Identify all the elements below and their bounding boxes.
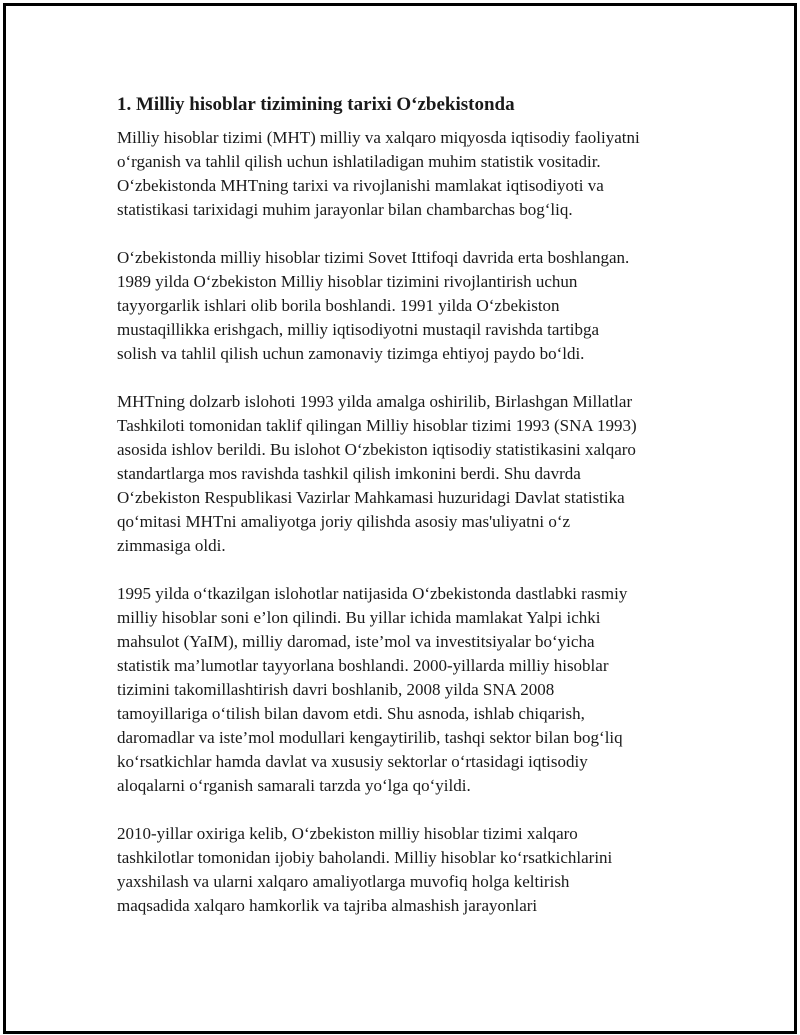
text-line: asosida ishlov berildi. Bu islohot O‘zbekiston iqtisodiy statistikasini xalqaro bbox=[117, 440, 636, 459]
text-line: O‘zbekistonda milliy hisoblar tizimi Sovet Ittifoqi davrida erta boshlangan. bbox=[117, 248, 630, 267]
text-line: O‘zbekiston Respublikasi Vazirlar Mahkamasi huzuridagi Davlat statistika bbox=[117, 488, 625, 507]
text-line: maqsadida xalqaro hamkorlik va tajriba almashish jarayonlari bbox=[117, 896, 538, 915]
text-line: milliy hisoblar soni e’lon qilindi. Bu yillar ichida mamlakat Yalpi ichki bbox=[117, 608, 601, 627]
paragraph-intro bbox=[117, 126, 692, 222]
text-line: MHTning dolzarb islohoti 1993 yilda amalga oshirilib, Birlashgan Millatlar bbox=[117, 392, 633, 411]
text-line: 2010-yillar oxiriga kelib, O‘zbekiston milliy hisoblar tizimi xalqaro bbox=[117, 824, 578, 843]
text-line: daromadlar va iste’mol modullari kengaytirilib, tashqi sektor bilan bog‘liq bbox=[117, 728, 623, 747]
text-line: tayyorgarlik ishlari olib borila boshlandi. 1991 yilda O‘zbekiston bbox=[117, 296, 560, 315]
paragraph-soviet-era bbox=[117, 246, 692, 366]
text-line: Milliy hisoblar tizimi (MHT) milliy va xalqaro miqyosda iqtisodiy faoliyatni bbox=[117, 128, 640, 147]
text-line: o‘rganish va tahlil qilish uchun ishlatiladigan muhim statistik vositadir. bbox=[117, 152, 601, 171]
paragraph-reform-1993 bbox=[117, 390, 692, 558]
text-line: Tashkiloti tomonidan taklif qilingan Milliy hisoblar tizimi 1993 (SNA 1993) bbox=[117, 416, 637, 435]
section-heading: 1. Milliy hisoblar tizimining tarixi O‘zbekistonda bbox=[117, 94, 515, 115]
text-line: solish va tahlil qilish uchun zamonaviy tizimga ehtiyoj paydo bo‘ldi. bbox=[117, 344, 585, 363]
text-line: tizimini takomillashtirish davri boshlanib, 2008 yilda SNA 2008 bbox=[117, 680, 555, 699]
text-line: 1989 yilda O‘zbekiston Milliy hisoblar tizimini rivojlantirish uchun bbox=[117, 272, 578, 291]
paragraph-reform-1995 bbox=[117, 582, 692, 798]
text-line: statistikasi tarixidagi muhim jarayonlar bilan chambarchas bog‘liq. bbox=[117, 200, 573, 219]
text-line: tamoyillariga o‘tilish bilan davom etdi. Shu asnoda, ishlab chiqarish, bbox=[117, 704, 585, 723]
text-line: yaxshilash va ularni xalqaro amaliyotlarga muvofiq holga keltirish bbox=[117, 872, 570, 891]
document-body bbox=[117, 92, 692, 942]
text-line: zimmasiga oldi. bbox=[117, 536, 226, 555]
text-line: tashkilotlar tomonidan ijobiy baholandi. Milliy hisoblar ko‘rsatkichlarini bbox=[117, 848, 613, 867]
text-line: ko‘rsatkichlar hamda davlat va xususiy sektorlar o‘rtasidagi iqtisodiy bbox=[117, 752, 588, 771]
text-line: qo‘mitasi MHTni amaliyotga joriy qilishda asosiy mas'uliyatni o‘z bbox=[117, 512, 571, 531]
text-line: standartlarga mos ravishda tashkil qilish imkonini berdi. Shu davrda bbox=[117, 464, 581, 483]
paragraph-2010s bbox=[117, 822, 692, 918]
text-line: mustaqillikka erishgach, milliy iqtisodiyotni mustaqil ravishda tartibga bbox=[117, 320, 600, 339]
text-line: mahsulot (YaIM), milliy daromad, iste’mol va investitsiyalar bo‘yicha bbox=[117, 632, 595, 651]
text-line: statistik ma’lumotlar tayyorlana boshlandi. 2000-yillarda milliy hisoblar bbox=[117, 656, 609, 675]
text-line: O‘zbekistonda MHTning tarixi va rivojlanishi mamlakat iqtisodiyoti va bbox=[117, 176, 604, 195]
text-line: 1995 yilda o‘tkazilgan islohotlar natijasida O‘zbekistonda dastlabki rasmiy bbox=[117, 584, 628, 603]
text-line: aloqalarni o‘rganish samarali tarzda yo‘lga qo‘yildi. bbox=[117, 776, 471, 795]
